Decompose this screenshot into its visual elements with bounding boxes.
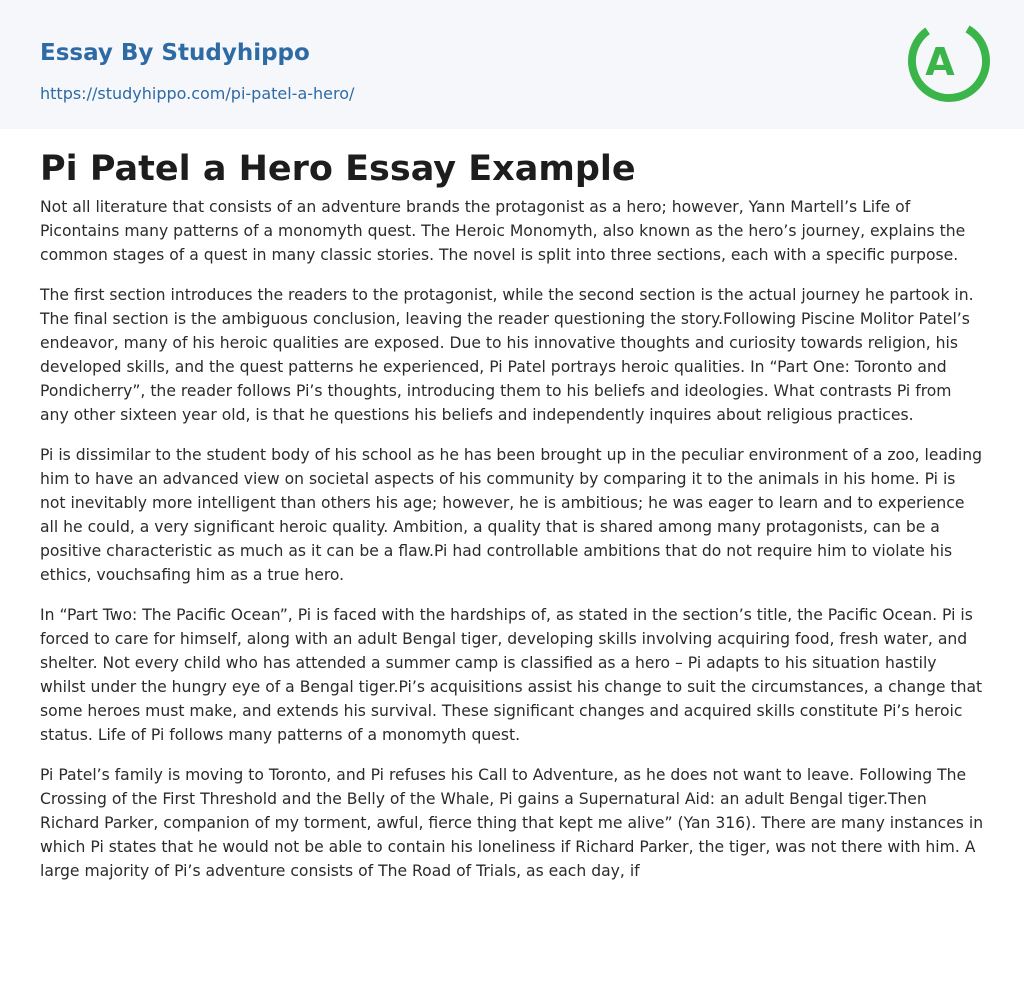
essay-paragraph-2: The first section introduces the readers to the protagonist, while the second section is the actual journey he partook in. The final section is the ambiguous conclusion, leaving the reader questioning the story.Following Piscine Molitor Patel’s endeavor, many of his heroic qualities are exposed. Due to his innovative thoughts and curiosity towards religion, his developed skills, and the quest patterns he experienced, Pi Patel portrays heroic qualities. In “Part One: Toronto and Pondicherry”, the reader follows Pi’s thoughts, introducing them to his beliefs and ideologies. What contrasts Pi from any other sixteen year old, is that he questions his beliefs and independently inquires about religious practices. (40, 286, 974, 424)
page-url-link[interactable]: https://studyhippo.com/pi-patel-a-hero/ (40, 84, 355, 103)
essay-paragraph-1: Not all literature that consists of an adventure brands the protagonist as a hero; however, Yann Martell’s Life of Picontains many patterns of a monomyth quest. The Heroic Monomyth, also known as the hero’s journey, explains the common stages of a quest in many classic stories. The novel is split into three sections, each with a specific purpose. (40, 198, 966, 264)
brand-title[interactable]: Essay By Studyhippo (40, 40, 310, 66)
essay-paragraph-4: In “Part Two: The Pacific Ocean”, Pi is faced with the hardships of, as stated in the section’s title, the Pacific Ocean. Pi is forced to care for himself, along with an adult Bengal tiger, developing skills involving acquiring food, fresh water, and shelter. Not every child who has attended a summer camp is classified as a hero – Pi adapts to his situation hastily whilst under the hungry eye of a Bengal tiger.Pi’s acquisitions assist his change to suit the circumstances, a change that some heroes must make, and extends his survival. These significant changes and acquired skills constitute Pi’s heroic status. Life of Pi follows many patterns of a monomyth quest. (40, 606, 983, 744)
essay-paragraph-3: Pi is dissimilar to the student body of his school as he has been brought up in the peculiar environment of a zoo, leading him to have an advanced view on societal aspects of his community by comparing it to the animals in his home. Pi is not inevitably more intelligent than others his age; however, he is ambitious; he was eager to learn and to experience all he could, a very significant heroic quality. Ambition, a quality that is shared among many protagonists, can be a positive characteristic as much as it can be a flaw.Pi had controllable ambitions that do not require him to violate his ethics, vouchsafing him as a true hero. (40, 446, 983, 584)
studyhippo-logo-icon[interactable] (906, 18, 992, 104)
site-header (0, 0, 1024, 129)
essay-paragraph-5: Pi Patel’s family is moving to Toronto, and Pi refuses his Call to Adventure, as he does not want to leave. Following The Crossing of the First Threshold and the Belly of the Whale, Pi gains a Supernatural Aid: an adult Bengal tiger.Then Richard Parker, companion of my torment, awful, fierce thing that kept me alive” (Yan 316). There are many instances in which Pi states that he would not be able to contain his loneliness if Richard Parker, the tiger, was not there with him. A large majority of Pi’s adventure consists of The Road of Trials, as each day, if (40, 766, 984, 880)
article (0, 129, 1024, 883)
logo-letter: A (925, 40, 955, 84)
page-title: Pi Patel a Hero Essay Example (40, 149, 636, 189)
